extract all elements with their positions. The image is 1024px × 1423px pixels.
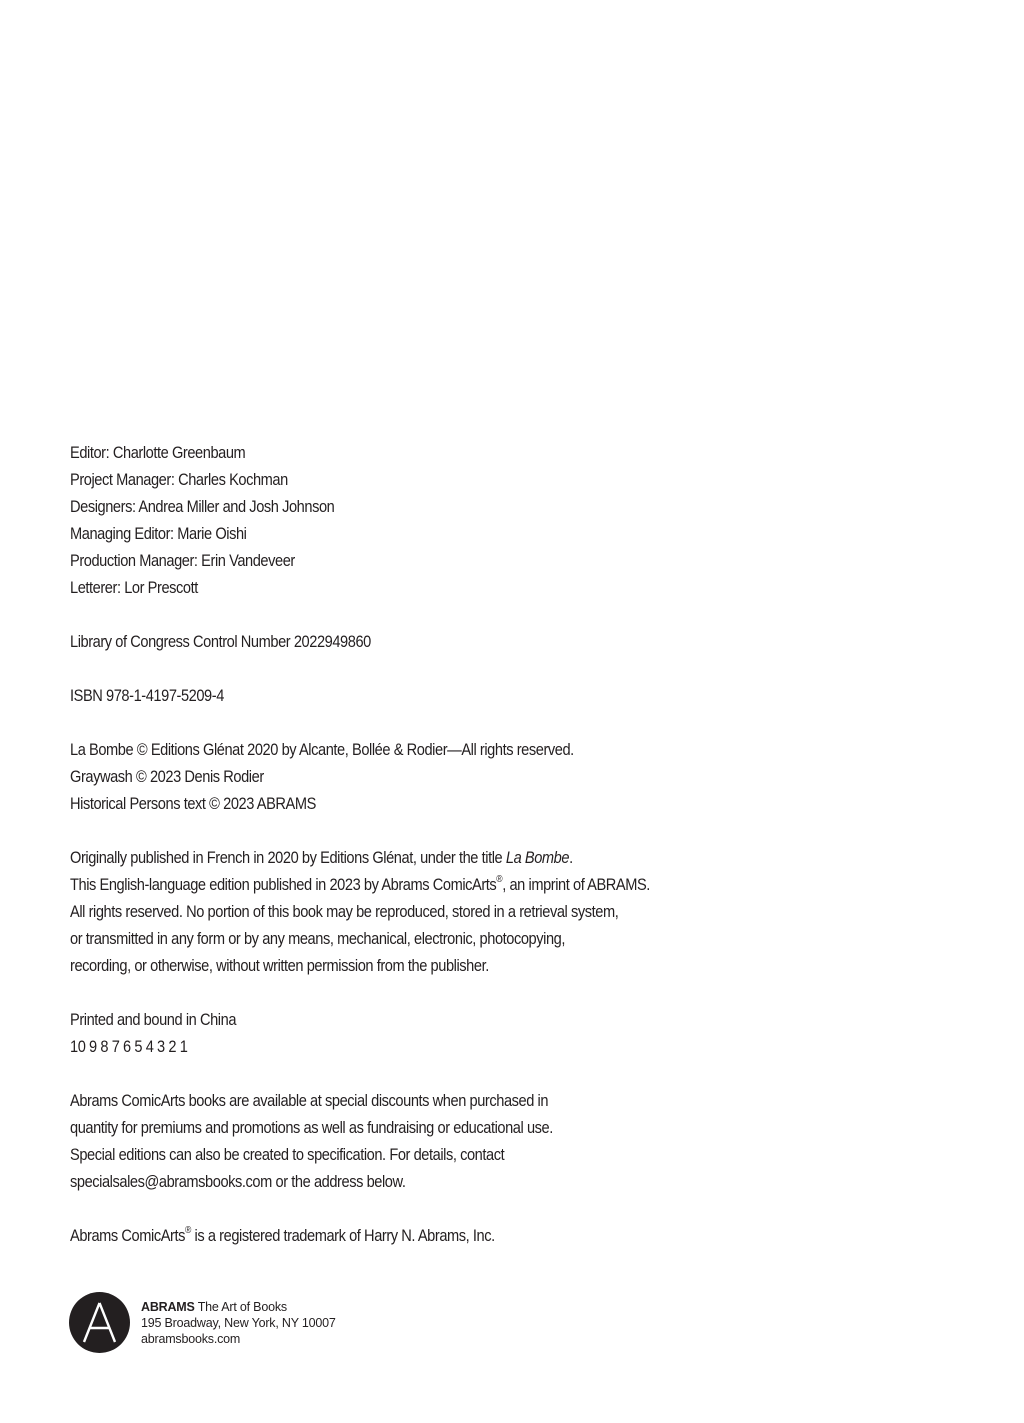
lccn-section	[70, 628, 620, 655]
registered-mark: ®	[184, 1225, 191, 1237]
lccn-number: Library of Congress Control Number 2022949860	[70, 632, 371, 651]
rights-notice-line: or transmitted in any form or by any means, mechanical, electronic, photocopying,	[70, 929, 565, 948]
english-edition-line: This English-language edition published in 2023 by Abrams ComicArts®, an imprint of ABRAMS.	[70, 874, 650, 894]
project-manager-credit: Project Manager: Charles Kochman	[70, 470, 288, 489]
special-sales-section	[70, 1087, 620, 1195]
sales-line: Special editions can also be created to specification. For details, contact	[70, 1145, 505, 1164]
printed-in-line: Printed and bound in China	[70, 1010, 237, 1029]
rights-notice-line: recording, or otherwise, without written permission from the publisher.	[70, 956, 489, 975]
sales-line: quantity for premiums and promotions as well as fundraising or educational use.	[70, 1118, 553, 1137]
trademark-section	[70, 1222, 620, 1249]
rights-section	[70, 736, 620, 817]
publisher-imprint	[69, 1292, 399, 1354]
registered-mark: ®	[496, 874, 503, 886]
production-manager-credit: Production Manager: Erin Vandeveer	[70, 551, 295, 570]
abrams-logo-icon	[69, 1292, 130, 1353]
managing-editor-credit: Managing Editor: Marie Oishi	[70, 524, 247, 543]
printing-section	[70, 1006, 620, 1060]
letterer-credit: Letterer: Lor Prescott	[70, 578, 198, 597]
rights-line: Historical Persons text © 2023 ABRAMS	[70, 794, 316, 813]
isbn-number: ISBN 978-1-4197-5209-4	[70, 686, 224, 705]
original-publication-line: Originally published in French in 2020 by Editions Glénat, under the title La Bombe.	[70, 848, 573, 867]
publisher-website: abramsbooks.com	[141, 1332, 241, 1346]
rights-notice-line: All rights reserved. No portion of this book may be reproduced, stored in a retrieval system,	[70, 902, 619, 921]
publisher-brand-line	[141, 1299, 336, 1315]
sales-line: Abrams ComicArts books are available at special discounts when purchased in	[70, 1091, 549, 1110]
trademark-line: Abrams ComicArts® is a registered trademark of Harry N. Abrams, Inc.	[70, 1225, 495, 1245]
copyright-page-text	[70, 439, 650, 1249]
rights-line: La Bombe © Editions Glénat 2020 by Alcante, Bollée & Rodier—All rights reserved.	[70, 740, 574, 759]
rights-line: Graywash © 2023 Denis Rodier	[70, 767, 264, 786]
print-line-numbers: 10 9 8 7 6 5 4 3 2 1	[70, 1037, 188, 1056]
editor-credit: Editor: Charlotte Greenbaum	[70, 443, 246, 462]
publisher-details	[141, 1299, 336, 1347]
publisher-address: 195 Broadway, New York, NY 10007	[141, 1316, 336, 1330]
publisher-brand: ABRAMS	[141, 1300, 195, 1314]
isbn-section	[70, 682, 620, 709]
designers-credit: Designers: Andrea Miller and Josh Johnson	[70, 497, 335, 516]
publication-section	[70, 844, 650, 979]
sales-line: specialsales@abramsbooks.com or the address below.	[70, 1172, 406, 1191]
original-title: La Bombe	[505, 848, 570, 867]
credits-section	[70, 439, 620, 601]
publisher-tagline: The Art of Books	[194, 1300, 287, 1314]
